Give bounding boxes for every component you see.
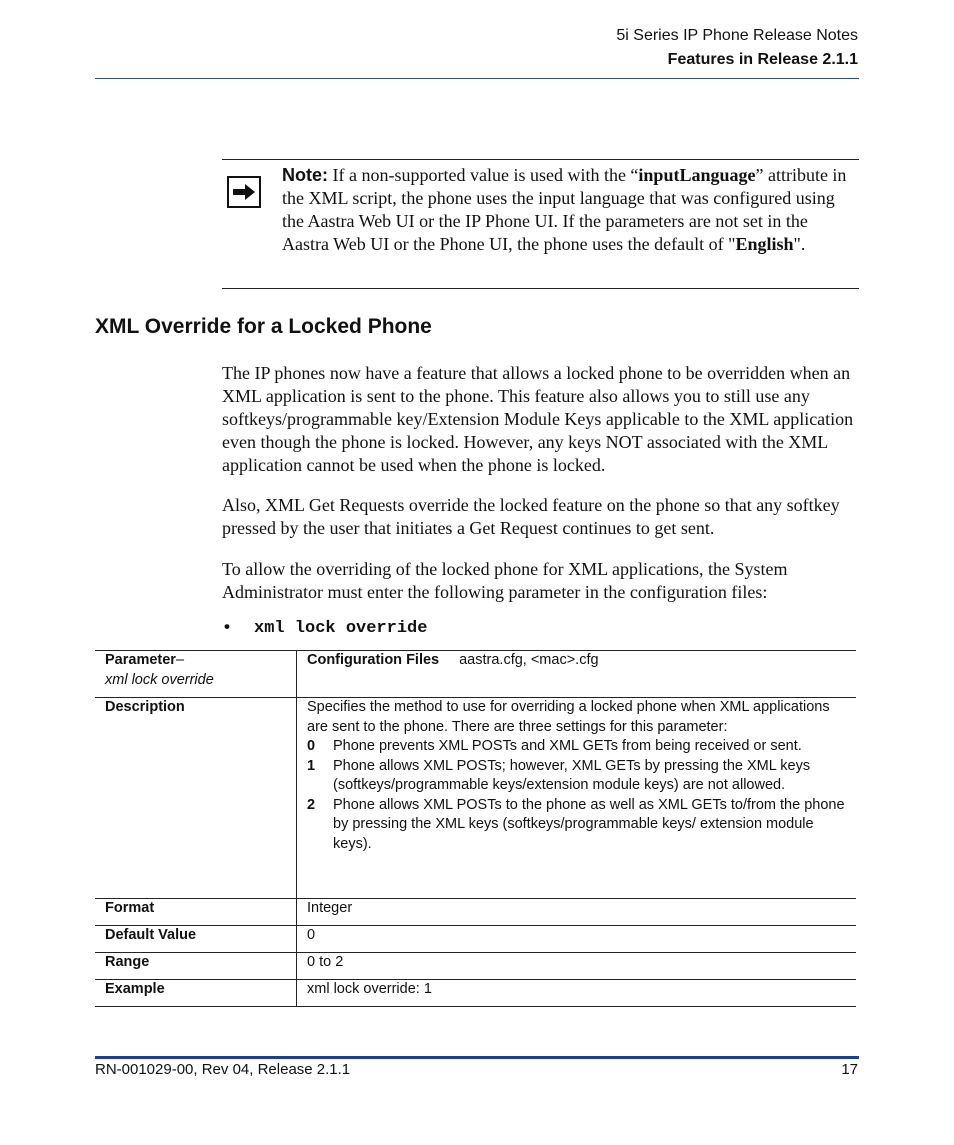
option-2	[307, 796, 846, 855]
row-value: 0 to 2	[297, 953, 857, 980]
row-value: 0	[297, 926, 857, 953]
table-row	[95, 953, 856, 980]
arrow-right-icon	[227, 176, 261, 208]
option-text: Phone allows XML POSTs; however, XML GETs by pressing the XML keys (softkeys/programmable keys/extension module keys) are not allowed.	[333, 757, 811, 793]
row-label: Range	[95, 953, 297, 980]
parameter-name: xml lock override	[105, 671, 214, 688]
parameter-dash: –	[175, 652, 185, 668]
note-english: English	[735, 234, 794, 254]
footer-divider	[95, 1056, 859, 1059]
row-label: Example	[95, 980, 297, 1007]
option-number: 1	[307, 757, 316, 774]
table-row-parameter	[95, 651, 856, 698]
option-number: 2	[307, 796, 316, 813]
description-intro: Specifies the method to use for overriding a locked phone when XML applications are sent to the phone. There are three settings for this parameter:	[307, 699, 830, 735]
parameter-table	[95, 650, 856, 1007]
header-section: Features in Release 2.1.1	[667, 51, 858, 68]
row-label: Default Value	[95, 926, 297, 953]
header-title: 5i Series IP Phone Release Notes	[616, 27, 858, 44]
paragraph-2: Also, XML Get Requests override the locked feature on the phone so that any softkey pressed by the user that initiates a Get Request continues to get sent.	[222, 495, 840, 538]
note-label: Note:	[282, 165, 328, 185]
description-label: Description	[95, 698, 297, 899]
footer-doc-id: RN-001029-00, Rev 04, Release 2.1.1	[95, 1061, 351, 1078]
note-bottom-rule	[222, 288, 859, 289]
row-value: xml lock override: 1	[297, 980, 857, 1007]
table-row-description	[95, 698, 856, 899]
paragraph-1: The IP phones now have a feature that allows a locked phone to be overridden when an XML application is sent to the phone. This feature also allows you to still use any softkeys/programmable key/Extension Module Keys applicable to the XML application even though the phone is locked. However, any keys NOT associated with the XML application cannot be used when the phone is locked.	[222, 363, 854, 475]
bullet-dot: •	[224, 617, 230, 636]
page-number: 17	[841, 1061, 858, 1078]
parameter-cell	[95, 651, 297, 698]
option-text: Phone prevents XML POSTs and XML GETs from being received or sent.	[333, 738, 802, 754]
config-files-value: aastra.cfg, <mac>.cfg	[459, 652, 599, 668]
option-text: Phone allows XML POSTs to the phone as well as XML GETs to/from the phone by pressing the XML keys (softkeys/programmable keys/ extension module keys).	[333, 796, 845, 852]
note-text-part-3: ".	[793, 234, 806, 254]
table-row	[95, 926, 856, 953]
header-divider	[95, 78, 859, 79]
row-label: Format	[95, 899, 297, 926]
section-title: XML Override for a Locked Phone	[95, 315, 432, 338]
config-files-cell	[297, 651, 857, 698]
note-text	[282, 164, 857, 256]
note-input-language: inputLanguage	[638, 165, 756, 185]
parameter-label: Parameter	[105, 652, 176, 668]
option-1	[307, 757, 846, 796]
table-row	[95, 980, 856, 1007]
paragraph-3: To allow the overriding of the locked phone for XML applications, the System Administrator must enter the following parameter in the configuration files:	[222, 559, 788, 602]
config-files-label: Configuration Files	[307, 652, 440, 668]
option-0	[307, 737, 846, 757]
parameter-bullet	[224, 617, 427, 638]
row-value: Integer	[297, 899, 857, 926]
table-row	[95, 899, 856, 926]
note-text-part-1: If a non-supported value is used with the “	[328, 165, 639, 185]
bullet-parameter-name: xml lock override	[254, 619, 428, 638]
description-cell	[297, 698, 857, 899]
option-number: 0	[307, 738, 316, 754]
note-text-part-2: ” attribute in the XML script, the phone uses the input language that was configured using the Aastra Web UI or the IP Phone UI. If the parameters are not set in the Aastra Web UI or the Phone UI, the phone uses the default of "	[282, 165, 847, 254]
note-top-rule	[222, 159, 859, 160]
